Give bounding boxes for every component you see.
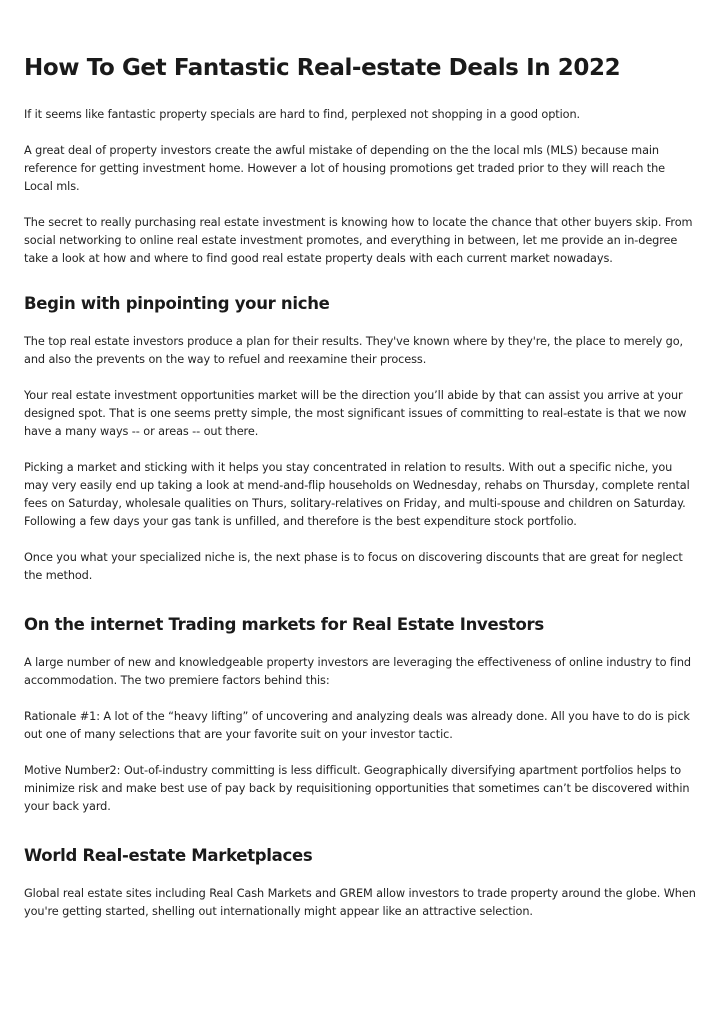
section-heading: Begin with pinpointing your niche (24, 294, 330, 313)
section-paragraph: Motive Number2: Out-of-industry committing is less difficult. Geographically diversifying apartment portfolios helps to minimize risk and make best use of pay back by requisitioning opportunities that sometimes can’t be discovered within your back yard. (24, 764, 690, 813)
section-paragraph: The top real estate investors produce a plan for their results. They've known where by they're, the place to merely go, and also the prevents on the way to refuel and reexamine their process. (24, 335, 684, 366)
section-world-marketplaces (24, 844, 696, 921)
section-niche (24, 292, 696, 585)
section-online-markets (24, 613, 696, 816)
intro-block (24, 106, 696, 268)
intro-paragraph-1: If it seems like fantastic property specials are hard to find, perplexed not shopping in a good option. (24, 108, 581, 121)
page-title: How To Get Fantastic Real-estate Deals In 2022 (24, 55, 621, 81)
section-paragraph: Global real estate sites including Real Cash Markets and GREM allow investors to trade property around the globe. When you're getting started, shelling out internationally might appear like an attractive selection. (24, 887, 696, 918)
section-paragraph: Rationale #1: A lot of the “heavy lifting” of uncovering and analyzing deals was already done. All you have to do is pick out one of many selections that are your favorite suit on your investor tactic. (24, 710, 690, 741)
intro-paragraph-3: The secret to really purchasing real estate investment is knowing how to locate the chance that other buyers skip. From social networking to online real estate investment promotes, and everything in between, let me provide an in-degree take a look at how and where to find good real estate property deals with each current market nowadays. (24, 216, 693, 265)
section-paragraph: Your real estate investment opportunities market will be the direction you’ll abide by that can assist you arrive at your designed spot. That is one seems pretty simple, the most significant issues of committing to real-estate is that we now have a many ways -- or areas -- out there. (24, 389, 687, 438)
section-paragraph: Picking a market and sticking with it helps you stay concentrated in relation to results. With out a specific niche, you may very easily end up taking a look at mend-and-flip households on Wednesday, rehabs on Thursday, complete rental fees on Saturday, wholesale qualities on Thurs, solitary-relatives on Friday, and multi-spouse and children on Saturday. Following a few days your gas tank is unfilled, and therefore is the best expenditure stock portfolio. (24, 461, 690, 528)
section-paragraph: Once you what your specialized niche is, the next phase is to focus on discovering discounts that are great for neglect the method. (24, 551, 683, 582)
section-paragraph: A large number of new and knowledgeable property investors are leveraging the effectiveness of online industry to find accommodation. The two premiere factors behind this: (24, 656, 691, 687)
section-heading: World Real-estate Marketplaces (24, 846, 313, 865)
section-heading: On the internet Trading markets for Real Estate Investors (24, 615, 544, 634)
intro-paragraph-2: A great deal of property investors create the awful mistake of depending on the the local mls (MLS) because main reference for getting investment home. However a lot of housing promotions get traded prior to they will reach the Local mls. (24, 144, 665, 193)
